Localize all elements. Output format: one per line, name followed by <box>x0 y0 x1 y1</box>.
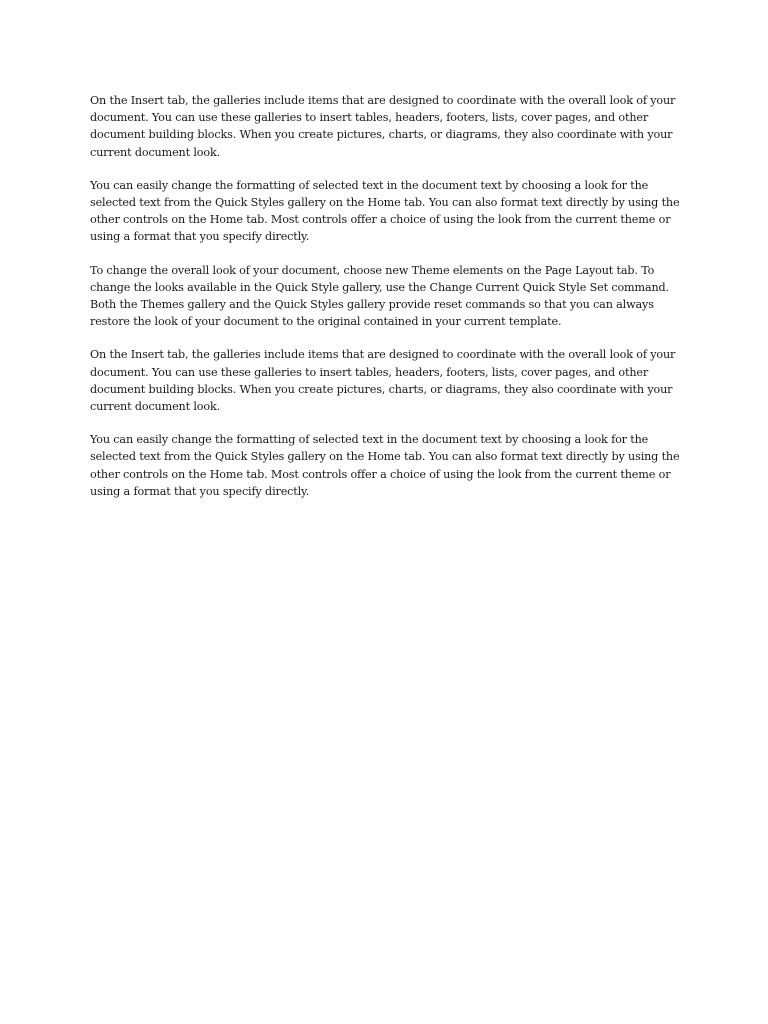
paragraph-1: On the Insert tab, the galleries include items that are designed to coordinate with the overall look of your document. You can use these galleries to insert tables, headers, footers, lists, cover pages, and other document building blocks. When you create pictures, charts, or diagrams, they also coordinate with your current document look. <box>90 94 676 159</box>
paragraph-5: You can easily change the formatting of selected text in the document text by choosing a look for the selected text from the Quick Styles gallery on the Home tab. You can also format text directly by using the other controls on the Home tab. Most controls offer a choice of using the look from the current theme or using a format that you specify directly. <box>90 433 680 498</box>
paragraph-4: On the Insert tab, the galleries include items that are designed to coordinate with the overall look of your document. You can use these galleries to insert tables, headers, footers, lists, cover pages, and other document building blocks. When you create pictures, charts, or diagrams, they also coordinate with your current document look. <box>90 348 676 414</box>
paragraph-3: To change the overall look of your document, choose new Theme elements on the Page Layout tab. To change the looks available in the Quick Style gallery, use the Change Current Quick Style Set command. Both the Themes gallery and the Quick Styles gallery provide reset commands so that you can always restore the look of your document to the original contained in your current template. <box>90 263 669 329</box>
document-body <box>90 92 686 516</box>
paragraph-2: You can easily change the formatting of selected text in the document text by choosing a look for the selected text from the Quick Styles gallery on the Home tab. You can also format text directly by using the other controls on the Home tab. Most controls offer a choice of using the look from the current theme or using a format that you specify directly. <box>90 178 680 244</box>
